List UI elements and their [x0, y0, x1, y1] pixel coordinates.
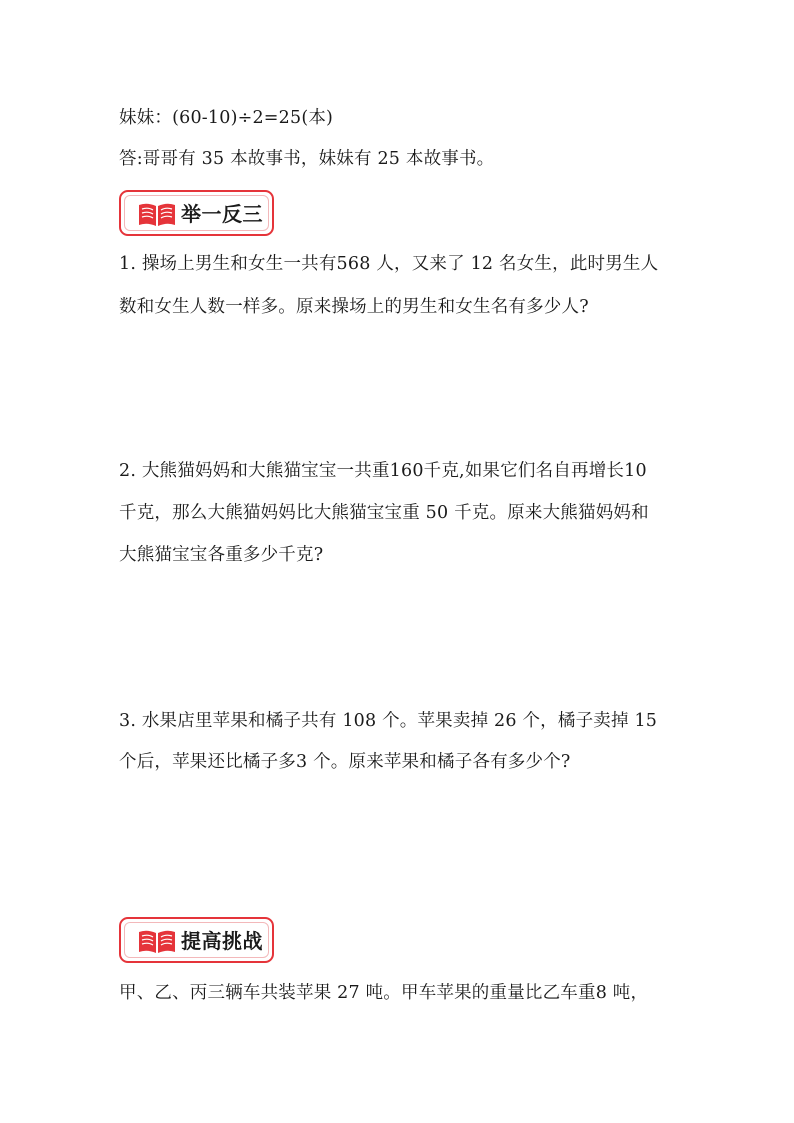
intro-conclusion-line: 答:哥哥有 35 本故事书，妹妹有 25 本故事书。: [119, 149, 495, 169]
problem-2-line-3: 大熊猫宝宝各重多少千克?: [119, 545, 324, 565]
intro-answer-line: 妹妹：(60-10)÷2=25(本): [119, 108, 334, 128]
open-book-icon: [137, 929, 177, 955]
problem-3-line-2: 个后，苹果还比橘子多3 个。原来苹果和橘子各有多少个?: [119, 752, 571, 772]
problem-1-line-2: 数和女生人数一样多。原来操场上的男生和女生名有多少人?: [119, 297, 589, 317]
problem-3-line-1: 3. 水果店里苹果和橘子共有 108 个。苹果卖掉 26 个，橘子卖掉 15: [119, 711, 658, 731]
section-title: 举一反三: [181, 202, 263, 226]
problem-1-line-1: 1. 操场上男生和女生一共有568 人，又来了 12 名女生，此时男生人: [119, 254, 659, 274]
problem-2-line-1: 2. 大熊猫妈妈和大熊猫宝宝一共重160千克,如果它们名自再增长10: [119, 461, 647, 481]
challenge-line-1: 甲、乙、丙三辆车共装苹果 27 吨。甲车苹果的重量比乙车重8 吨，: [119, 983, 649, 1003]
section-title: 提高挑战: [181, 929, 263, 953]
section-header-ti-gao-tiao-zhan: [119, 917, 274, 963]
open-book-icon: [137, 202, 177, 228]
section-header-ju-yi-fan-san: [119, 190, 274, 236]
problem-2-line-2: 千克，那么大熊猫妈妈比大熊猫宝宝重 50 千克。原来大熊猫妈妈和: [119, 503, 649, 523]
